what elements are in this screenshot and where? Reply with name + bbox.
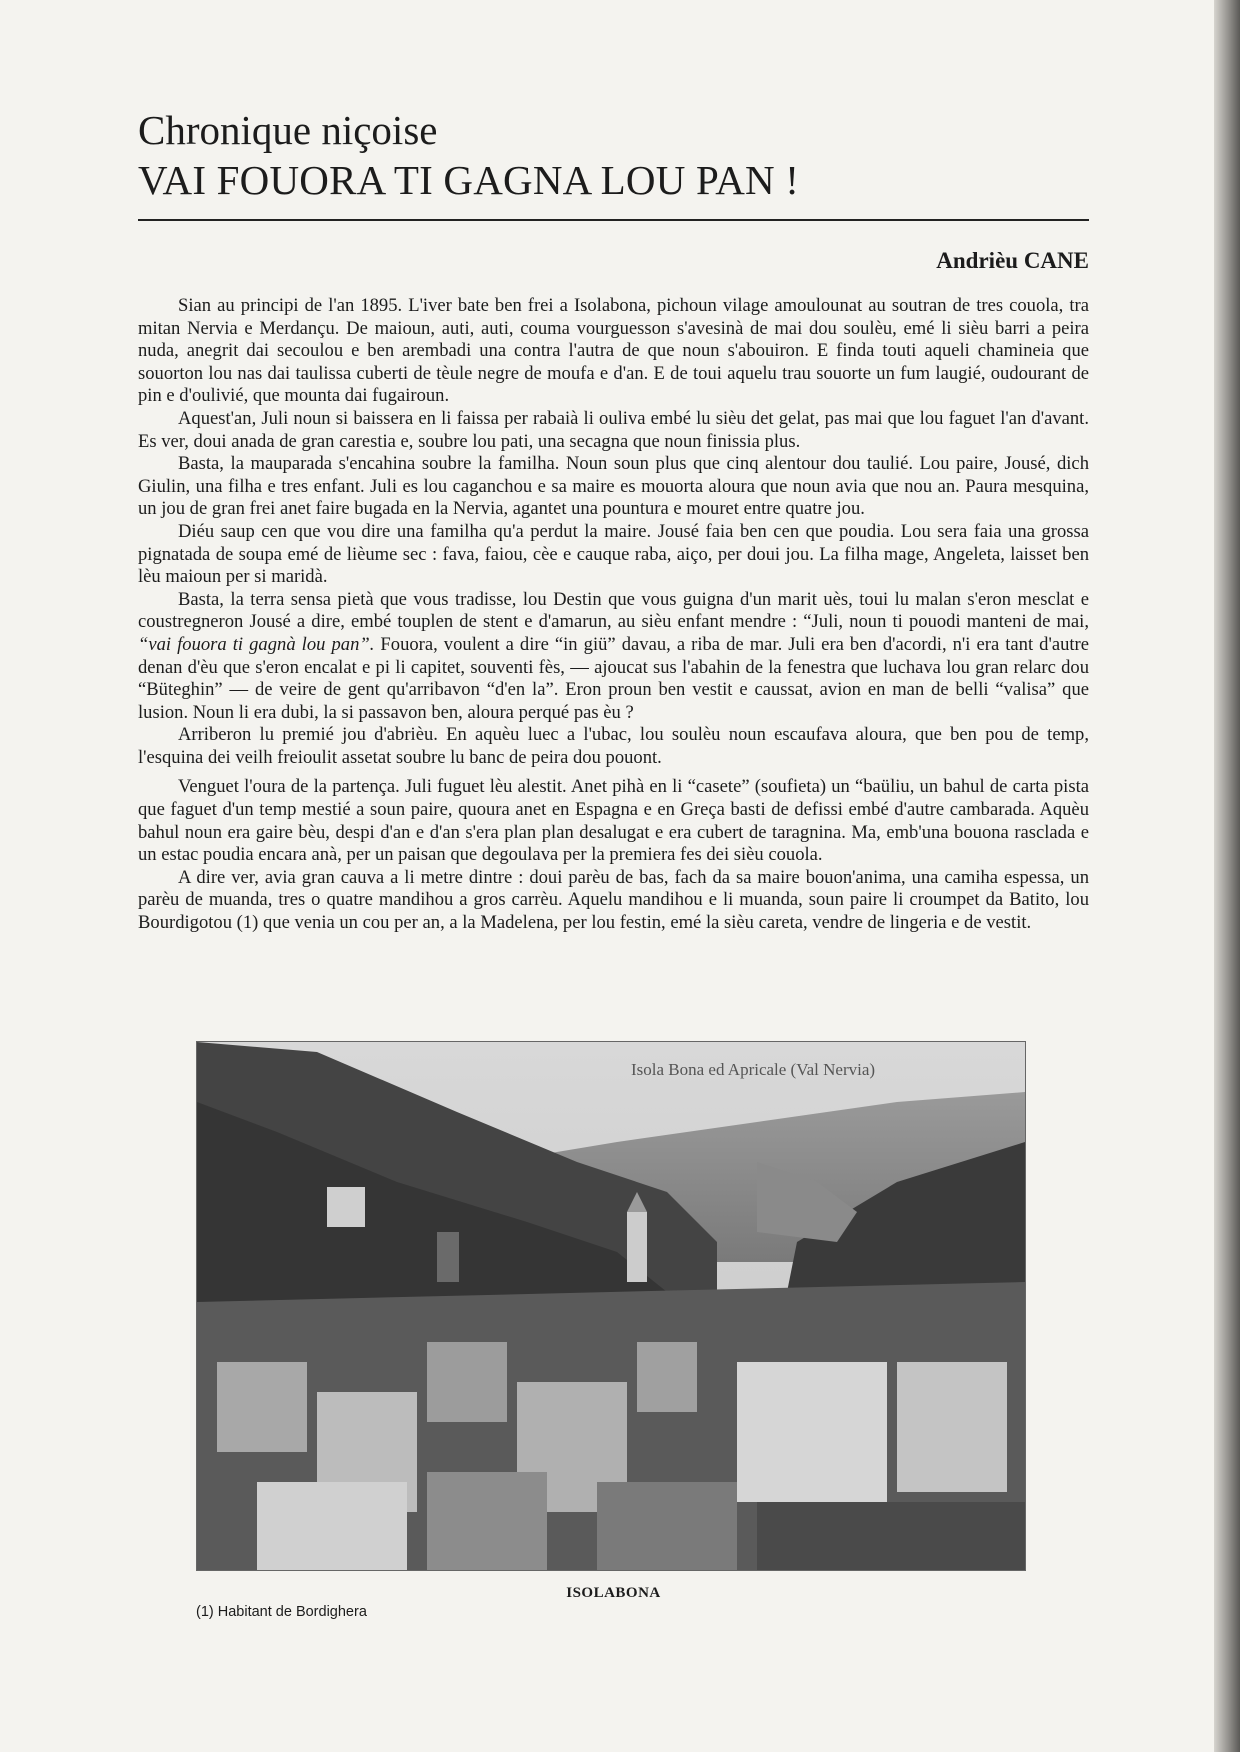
paragraph: Venguet l'oura de la partença. Juli fuguet lèu alestit. Anet pihà en li “casete” (soufieta) un “baüliu, un bahul de carta pista que faguet d'un temp mestié a soun paire, quoura anet en Espagna e en Greça basti de defissi embé d'autre cambarada. Aquèu bahul noun era gaire bèu, despi d'an e d'an s'era plan plan desalugat e era cubert de taragnina. Ma, emb'una bouona rasclada e un estac poudia encara anà, per un paisan que degoulava per la premiera fes dei sièu couola. (138, 776, 1089, 866)
paragraph (138, 589, 1089, 725)
paragraph-text: Basta, la terra sensa pietà que vous tradisse, lou Destin que vous guigna d'un marit uès, toui lu malan s'eron mesclat e coustregneron Jousé a dire, embé touplen de stent e d'amarun, au sièu enfant mendre : “Juli, noun ti pouodi manteni de mai, (138, 588, 1089, 633)
paragraph: Arriberon lu premié jou d'abrièu. En aquèu luec a l'ubac, lou soulèu noun escaufava aloura, que ben pou de temp, l'esquina dei veilh freioulit assetat soubre lu banc de peira dou pouont. (138, 724, 1089, 768)
village-photograph (196, 1041, 1026, 1571)
paragraph: Diéu saup cen que vou dire una familha qu'a perdut la maire. Jousé faia ben cen que poudia. Lou sera faia una grossa pignatada de soupa emé de lièume sec : fava, faiou, cèe e cauque raba, aiço, per doui jou. La filha mage, Angeleta, laisset ben lèu maioun per si maridà. (138, 520, 1089, 588)
paragraph: Sian au principi de l'an 1895. L'iver bate ben frei a Isolabona, pichoun vilage amoulounat au soutran de tres couola, tra mitan Nervia e Merdançu. De maioun, auti, auti, couma vourguesson s'avesinà de mai dou soulèu, emé li sièu barri a peira nuda, anegrit dai secoulou e ben arembadi una contra l'autra de que noun s'abouiron. E finda touti aqueli chamineia que souorton lou nas dai taulissa cuberti de tèule negre de moufa e d'an. E de toui aquelu trau souorte un fum laugié, oudourant de pin e d'oulivié, que mounta dai fugairoun. (138, 295, 1089, 407)
section-kicker: Chronique niçoise (138, 107, 438, 153)
paragraph: Basta, la mauparada s'encahina soubre la familha. Noun soun plus que cinq alentour dou taulié. Lou paire, Jousé, dich Giulin, una filha e tres enfant. Juli es lou caganchou e sa maire es mouorta aloura que noun avia que nou an. Paura mesquina, un jou de gran frei anet faire bugada en la Nervia, agantet una pountura e mouret entre quatre jou. (138, 453, 1089, 520)
page-edge-shadow (1214, 0, 1240, 1752)
italic-quote: “vai fouora ti gagnà lou pan”. (138, 633, 375, 655)
footnote: (1) Habitant de Bordighera (196, 1604, 367, 1620)
title-rule (138, 219, 1089, 221)
paragraph-text: Fouora, voulent a dire “in giü” davau, a riba de mar. Juli era ben d'acordi, n'i era tant d'autre denan d'èu que s'eron encalat e pi li capitet, souventi fès, — ajoucat sus l'abahin de la fenestra que luchava lou gran relarc dou “Büteghin” — de veire de gent qu'arribavon “d'en la”. Eron proun ben vestit e caussat, avion en man de belli “valisa” que lusion. Noun li era dubi, la si passavon ben, aloura perqué pas èu ? (138, 633, 1089, 723)
paragraph: A dire ver, avia gran cauva a li metre dintre : doui parèu de bas, fach da sa maire bouon'anima, una camiha espessa, un parèu de muanda, tres o quatre mandihou a gros carrèu. Aquelu mandihou e li muanda, soun paire li croumpet da Batito, lou Bourdigotou (1) que venia un cou per an, a la Madelena, per lou festin, emé la sièu careta, vendre de lingeria e de vestit. (138, 866, 1089, 934)
article-title: VAI FOUORA TI GAGNA LOU PAN ! (138, 157, 800, 203)
author-name: Andrièu CANE (936, 248, 1089, 273)
photo-inscription: Isola Bona ed Apricale (Val Nervia) (631, 1060, 876, 1079)
paragraph: Aquest'an, Juli noun si baissera en li faissa per rabaià li ouliva embé lu sièu det gelat, pas mai que lou faguet l'an d'avant. Es ver, doui anada de gran carestia e, soubre lou pati, una secagna que noun finissia plus. (138, 407, 1089, 452)
article-body (138, 295, 1089, 935)
figure-caption: ISOLABONA (566, 1585, 661, 1601)
